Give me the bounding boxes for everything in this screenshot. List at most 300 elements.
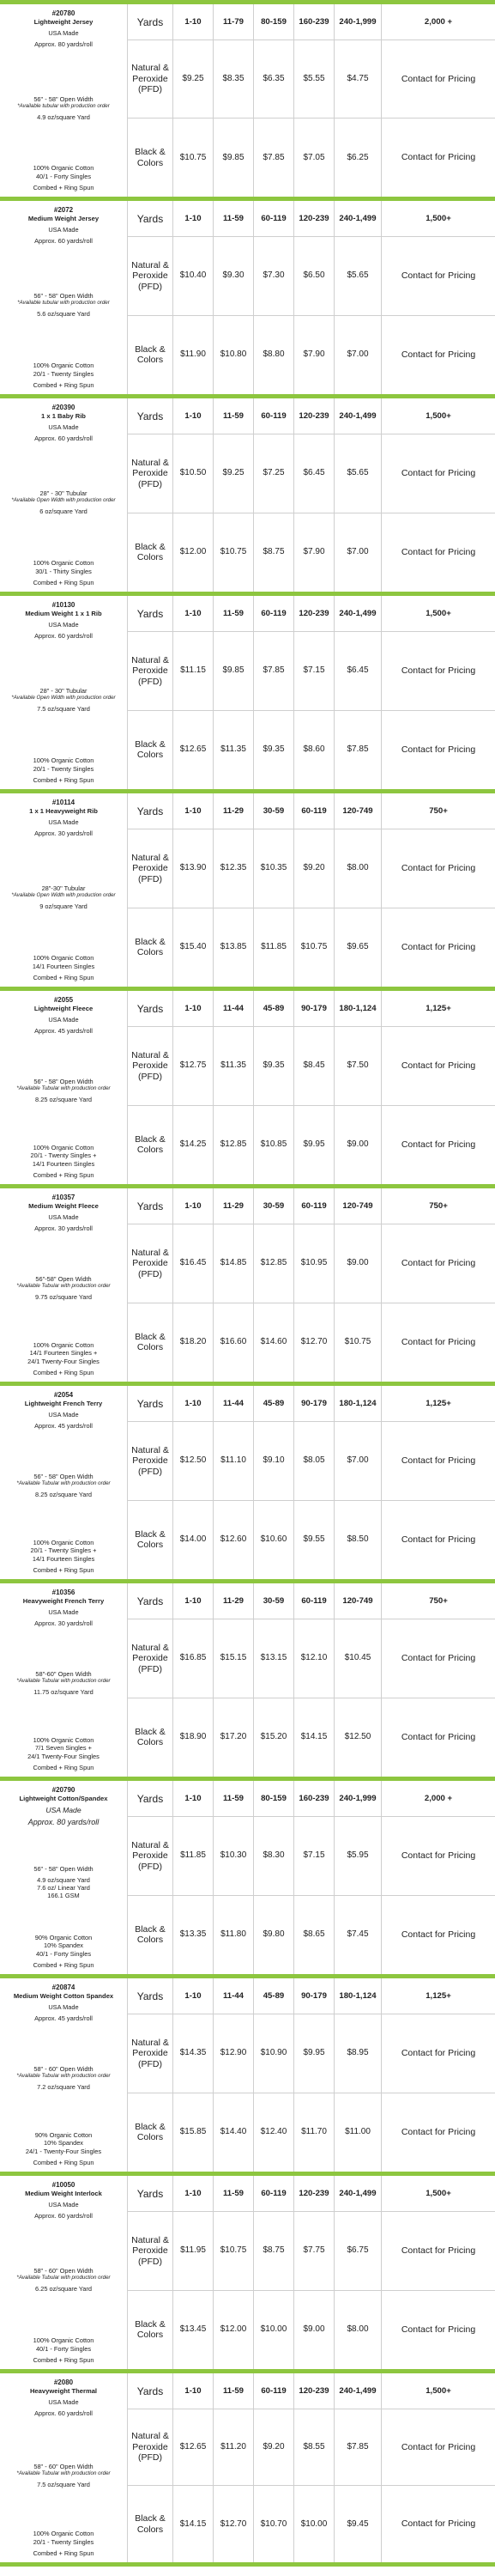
product-specs — [16, 2065, 110, 2091]
price-cell: $7.00 — [335, 513, 382, 592]
yards-header: Yards — [128, 1781, 173, 1817]
origin-label: USA Made — [48, 1016, 79, 1024]
product-composition — [31, 1539, 97, 1575]
roll-yardage: Approx. 60 yards/roll — [34, 434, 93, 442]
quantity-tier-header: 2,000 + — [382, 1781, 495, 1817]
yarn-process: Combed + Ring Spun — [33, 974, 94, 981]
quantity-tier-header: 120-749 — [335, 793, 382, 829]
product-header — [29, 799, 98, 841]
fabric-weight: 4.9 oz/square Yard — [37, 112, 90, 121]
yards-header: Yards — [128, 991, 173, 1027]
product-info — [0, 398, 128, 592]
price-cell: $5.95 — [335, 1817, 382, 1896]
yards-header: Yards — [128, 596, 173, 632]
color-option-label: Natural & Peroxide (PFD) — [128, 2014, 173, 2093]
product-specs — [17, 292, 110, 318]
product-block — [0, 2369, 495, 2567]
product-block — [0, 2172, 495, 2369]
quantity-tier-header: 30-59 — [254, 1583, 294, 1619]
fabric-width: 58" - 60" Open Width — [33, 2462, 94, 2470]
price-cell: $10.00 — [254, 2291, 294, 2370]
price-cell: $10.30 — [214, 1817, 254, 1896]
color-option-label: Black & Colors — [128, 908, 173, 987]
fabric-weight: 4.9 oz/square Yard — [37, 1875, 90, 1884]
quantity-tier-header: 90-179 — [294, 1978, 335, 2014]
fiber-content: 100% Organic Cotton 20/1 - Twenty Singles + 14/1 Fourteen Singles — [30, 1538, 97, 1563]
quantity-tier-header: 160-239 — [294, 1781, 335, 1817]
price-cell: $9.35 — [254, 711, 294, 790]
product-name: Lightweight Cotton/Spandex — [19, 1795, 108, 1802]
quantity-tier-header: 11-59 — [214, 398, 254, 434]
price-cell: $9.35 — [254, 1027, 294, 1106]
product-code: #2054 — [53, 1391, 74, 1399]
price-cell: $9.55 — [294, 1501, 335, 1580]
color-option-label: Natural & Peroxide (PFD) — [128, 237, 173, 316]
roll-yardage: Approx. 30 yards/roll — [34, 829, 93, 837]
origin-label: USA Made — [48, 2003, 79, 2011]
price-cell: $10.80 — [214, 316, 254, 395]
fabric-weight: 11.75 oz/square Yard — [33, 1688, 94, 1697]
price-cell: $8.35 — [214, 40, 254, 118]
availability-note: *Available Tubular with production order — [16, 1678, 111, 1685]
price-cell: $7.30 — [254, 237, 294, 316]
contact-for-pricing: Contact for Pricing — [401, 1337, 476, 1347]
price-cell: $12.10 — [294, 1619, 335, 1698]
yarn-process: Combed + Ring Spun — [33, 1961, 94, 1969]
availability-note: *Available Tubular with production order — [16, 1283, 111, 1290]
contact-for-pricing: Contact for Pricing — [401, 2127, 476, 2137]
price-cell: $5.55 — [294, 40, 335, 118]
product-info — [0, 596, 128, 789]
price-cell: $12.65 — [173, 2409, 214, 2486]
product-header — [25, 601, 101, 643]
price-cell: $11.95 — [173, 2212, 214, 2291]
color-option-label: Black & Colors — [128, 2093, 173, 2172]
pricing-table — [128, 1583, 495, 1777]
fabric-width: 58"-60" Open Width — [35, 1670, 92, 1679]
yards-header: Yards — [128, 2176, 173, 2212]
price-cell: $8.65 — [294, 1896, 335, 1975]
product-name: Lightweight Fleece — [33, 1005, 94, 1012]
quantity-tier-header: 60-119 — [294, 1188, 335, 1224]
product-specs — [16, 1275, 110, 1301]
price-cell: $8.45 — [294, 1027, 335, 1106]
quantity-tier-header: 1,125+ — [382, 991, 495, 1027]
fabric-width: 56" - 58" Open Width — [33, 1864, 94, 1873]
fabric-width: 56"-58" Open Width — [35, 1275, 92, 1284]
yarn-process: Combed + Ring Spun — [33, 2356, 94, 2364]
price-cell: $7.25 — [254, 434, 294, 513]
product-specs — [11, 884, 115, 910]
quantity-tier-header: 1,500+ — [382, 596, 495, 632]
product-name: Medium Weight Jersey — [27, 215, 100, 222]
color-option-label: Natural & Peroxide (PFD) — [128, 829, 173, 908]
price-cell: $17.20 — [214, 1698, 254, 1777]
price-cell: $13.85 — [214, 908, 254, 987]
price-cell: $7.15 — [294, 632, 335, 711]
price-cell: $12.60 — [214, 1501, 254, 1580]
price-cell: $14.15 — [294, 1698, 335, 1777]
quantity-tier-header: 160-239 — [294, 4, 335, 40]
product-info — [0, 1386, 128, 1579]
roll-yardage: Approx. 80 yards/roll — [34, 40, 93, 48]
quantity-tier-header: 1,500+ — [382, 2176, 495, 2212]
product-header — [34, 9, 94, 52]
color-option-label: Natural & Peroxide (PFD) — [128, 40, 173, 118]
color-option-label: Natural & Peroxide (PFD) — [128, 632, 173, 711]
yards-header: Yards — [128, 398, 173, 434]
contact-for-pricing: Contact for Pricing — [382, 237, 495, 316]
price-cell: $6.45 — [335, 632, 382, 711]
price-cell: $10.75 — [294, 908, 335, 987]
pricing-table — [128, 1781, 495, 1974]
product-code: #20874 — [51, 1984, 75, 1991]
product-info — [0, 201, 128, 394]
quantity-tier-header: 1-10 — [173, 1781, 214, 1817]
price-cell: $13.15 — [254, 1619, 294, 1698]
price-cell: $8.50 — [335, 1501, 382, 1580]
price-cell: $10.75 — [214, 2212, 254, 2291]
quantity-tier-header: 80-159 — [254, 1781, 294, 1817]
quantity-tier-header: 60-119 — [254, 201, 294, 237]
price-cell: $12.40 — [254, 2093, 294, 2172]
color-option-label: Black & Colors — [128, 1303, 173, 1382]
color-option-label: Black & Colors — [128, 513, 173, 592]
price-cell: $10.35 — [254, 829, 294, 908]
product-composition — [33, 164, 94, 191]
fabric-width: 58" - 60" Open Width — [33, 2065, 94, 2074]
quantity-tier-header: 1-10 — [173, 596, 214, 632]
pricing-table — [128, 1188, 495, 1382]
quantity-tier-header: 180-1,124 — [335, 1978, 382, 2014]
quantity-tier-header: 180-1,124 — [335, 991, 382, 1027]
quantity-tier-header: 750+ — [382, 1188, 495, 1224]
product-block — [0, 0, 495, 197]
contact-for-pricing: Contact for Pricing — [401, 1732, 476, 1742]
price-cell: $4.75 — [335, 40, 382, 118]
contact-for-pricing: Contact for Pricing — [382, 1619, 495, 1698]
contact-for-pricing: Contact for Pricing — [401, 744, 476, 755]
color-option-label: Natural & Peroxide (PFD) — [128, 1027, 173, 1106]
product-code: #2072 — [53, 206, 74, 214]
price-cell: $18.20 — [173, 1303, 214, 1382]
price-cell: $9.20 — [254, 2409, 294, 2486]
price-cell: $9.80 — [254, 1896, 294, 1975]
availability-note: *Available Open Width with production order — [11, 892, 116, 898]
contact-for-pricing: Contact for Pricing — [382, 434, 495, 513]
quantity-tier-header: 1-10 — [173, 1978, 214, 2014]
fiber-content: 100% Organic Cotton 30/1 - Thirty Singles — [33, 559, 94, 575]
price-cell: $7.85 — [335, 711, 382, 790]
yards-header: Yards — [128, 201, 173, 237]
fiber-content: 100% Organic Cotton 20/1 - Twenty Singles — [33, 2530, 94, 2546]
contact-for-pricing: Contact for Pricing — [382, 40, 495, 118]
price-cell: $12.70 — [214, 2486, 254, 2562]
pricing-table — [128, 2373, 495, 2562]
contact-for-pricing: Contact for Pricing — [382, 829, 495, 908]
yards-header: Yards — [128, 793, 173, 829]
quantity-tier-header: 120-239 — [294, 2373, 335, 2409]
fabric-weight: 6.25 oz/square Yard — [35, 2285, 92, 2293]
yards-header: Yards — [128, 1583, 173, 1619]
product-block — [0, 1579, 495, 1777]
price-cell: $9.25 — [173, 40, 214, 118]
product-block — [0, 1382, 495, 1579]
product-code: #10356 — [51, 1589, 75, 1596]
product-block — [0, 592, 495, 789]
fabric-width: 56" - 58" Open Width — [33, 94, 94, 103]
product-code: #20780 — [51, 9, 75, 17]
price-cell: $11.10 — [214, 1422, 254, 1501]
color-option-label: Black & Colors — [128, 1698, 173, 1777]
yards-header: Yards — [128, 4, 173, 40]
product-specs — [16, 2267, 110, 2293]
price-cell: $12.50 — [335, 1698, 382, 1777]
price-cell: $14.40 — [214, 2093, 254, 2172]
quantity-tier-header: 120-239 — [294, 201, 335, 237]
quantity-tier-header: 1,500+ — [382, 201, 495, 237]
contact-for-pricing: Contact for Pricing — [401, 547, 476, 557]
price-cell: $18.90 — [173, 1698, 214, 1777]
price-cell: $8.00 — [335, 829, 382, 908]
roll-yardage: Approx. 80 yards/roll — [27, 1818, 100, 1826]
price-cell: $10.90 — [254, 2014, 294, 2093]
yarn-process: Combed + Ring Spun — [33, 776, 94, 784]
origin-label: USA Made — [48, 2398, 79, 2406]
quantity-tier-header: 1-10 — [173, 2176, 214, 2212]
contact-for-pricing: Contact for Pricing — [401, 942, 476, 952]
price-cell: $11.85 — [254, 908, 294, 987]
price-cell: $11.85 — [173, 1817, 214, 1896]
product-info — [0, 2373, 128, 2562]
product-composition — [33, 756, 94, 784]
product-header — [28, 1194, 99, 1236]
quantity-tier-header: 11-29 — [214, 1188, 254, 1224]
price-cell: $8.60 — [294, 711, 335, 790]
price-cell: $9.85 — [214, 118, 254, 197]
quantity-tier-header: 11-44 — [214, 1386, 254, 1422]
quantity-tier-header: 120-749 — [335, 1188, 382, 1224]
product-block — [0, 789, 495, 987]
product-composition — [26, 2131, 101, 2167]
price-cell: $9.45 — [335, 2486, 382, 2562]
availability-note: *Available Tubular with production order — [16, 2073, 111, 2080]
pricing-table — [128, 1386, 495, 1579]
fabric-width: 28" - 30" Tubular — [39, 489, 88, 497]
price-cell: $7.85 — [335, 2409, 382, 2486]
price-cell: $16.85 — [173, 1619, 214, 1698]
quantity-tier-header: 1-10 — [173, 201, 214, 237]
color-option-label: Natural & Peroxide (PFD) — [128, 2409, 173, 2486]
product-composition — [33, 559, 94, 586]
contact-for-pricing: Contact for Pricing — [382, 632, 495, 711]
quantity-tier-header: 1-10 — [173, 1188, 214, 1224]
quantity-tier-header: 11-59 — [214, 201, 254, 237]
contact-for-pricing: Contact for Pricing — [401, 349, 476, 360]
quantity-tier-header: 45-89 — [254, 1386, 294, 1422]
quantity-tier-header: 120-239 — [294, 398, 335, 434]
price-cell: $7.50 — [335, 1027, 382, 1106]
price-cell: $12.85 — [214, 1106, 254, 1185]
fiber-content: 90% Organic Cotton 10% Spandex 40/1 - Forty Singles — [34, 1933, 93, 1958]
fabric-width: 58" - 60" Open Width — [33, 2267, 94, 2275]
pricing-table — [128, 991, 495, 1184]
price-cell: $11.35 — [214, 1027, 254, 1106]
quantity-tier-header: 1-10 — [173, 1386, 214, 1422]
price-cell: $7.15 — [294, 1817, 335, 1896]
product-code: #10114 — [51, 799, 75, 806]
product-code: #2055 — [53, 996, 74, 1004]
product-info — [0, 2176, 128, 2369]
product-block — [0, 1184, 495, 1382]
price-cell: $10.60 — [254, 1501, 294, 1580]
fiber-content: 90% Organic Cotton 10% Spandex 24/1 - Twenty-Four Singles — [25, 2130, 102, 2155]
quantity-tier-header: 1-10 — [173, 2373, 214, 2409]
product-info — [0, 1781, 128, 1974]
product-specs — [16, 1670, 110, 1696]
fabric-weight: 7.5 oz/square Yard — [37, 705, 90, 713]
price-cell: $11.15 — [173, 632, 214, 711]
contact-for-pricing: Contact for Pricing — [401, 1534, 476, 1545]
price-cell: $10.45 — [335, 1619, 382, 1698]
product-info — [0, 991, 128, 1184]
price-cell: $9.85 — [214, 632, 254, 711]
price-cell: $10.75 — [173, 118, 214, 197]
quantity-tier-header: 11-59 — [214, 2373, 254, 2409]
origin-label: USA Made — [48, 2201, 79, 2208]
pricing-table — [128, 596, 495, 789]
quantity-tier-header: 1,500+ — [382, 398, 495, 434]
product-header — [20, 1786, 108, 1831]
product-code: #20790 — [51, 1786, 75, 1794]
price-cell: $13.45 — [173, 2291, 214, 2370]
price-cell: $14.35 — [173, 2014, 214, 2093]
quantity-tier-header: 60-119 — [294, 1583, 335, 1619]
price-cell: $11.80 — [214, 1896, 254, 1975]
product-code: #10050 — [51, 2181, 75, 2189]
product-info — [0, 1978, 128, 2172]
color-option-label: Black & Colors — [128, 2291, 173, 2370]
quantity-tier-header: 45-89 — [254, 1978, 294, 2014]
availability-note: *Available Tubular with production order — [16, 1480, 111, 1487]
product-header — [25, 1391, 103, 1433]
price-cell: $7.45 — [335, 1896, 382, 1975]
fabric-width: 56" - 58" Open Width — [33, 1078, 94, 1086]
quantity-tier-header: 1-10 — [173, 1583, 214, 1619]
price-cell: $8.95 — [335, 2014, 382, 2093]
price-cell: $12.50 — [173, 1422, 214, 1501]
price-cell: $10.00 — [294, 2486, 335, 2562]
price-cell: $7.00 — [335, 316, 382, 395]
price-cell: $8.55 — [294, 2409, 335, 2486]
price-cell: $12.85 — [254, 1224, 294, 1303]
fabric-width: 28" - 30" Tubular — [39, 687, 88, 695]
color-option-label: Natural & Peroxide (PFD) — [128, 2212, 173, 2291]
price-cell: $11.35 — [214, 711, 254, 790]
fiber-content: 100% Organic Cotton 14/1 Fourteen Singles + 24/1 Twenty-Four Singles — [27, 1340, 100, 1365]
yarn-process: Combed + Ring Spun — [33, 1764, 94, 1771]
contact-for-pricing: Contact for Pricing — [401, 2518, 476, 2530]
availability-note: *Available tubular with production order — [17, 102, 110, 109]
price-cell: $11.20 — [214, 2409, 254, 2486]
quantity-tier-header: 240-1,499 — [335, 2176, 382, 2212]
price-cell: $10.75 — [335, 1303, 382, 1382]
contact-for-pricing: Contact for Pricing — [401, 152, 476, 163]
price-cell: $11.90 — [173, 316, 214, 395]
quantity-tier-header: 1,125+ — [382, 1386, 495, 1422]
yarn-process: Combed + Ring Spun — [33, 2549, 94, 2557]
price-cell: $7.90 — [294, 513, 335, 592]
price-cell: $6.35 — [254, 40, 294, 118]
quantity-tier-header: 90-179 — [294, 991, 335, 1027]
product-info — [0, 4, 128, 197]
quantity-tier-header: 1,500+ — [382, 2373, 495, 2409]
roll-yardage: Approx. 60 yards/roll — [34, 2212, 93, 2220]
price-cell: $6.45 — [294, 434, 335, 513]
quantity-tier-header: 240-1,499 — [335, 596, 382, 632]
color-option-label: Black & Colors — [128, 1896, 173, 1975]
quantity-tier-header: 11-29 — [214, 1583, 254, 1619]
price-cell: $10.75 — [214, 513, 254, 592]
quantity-tier-header: 1,125+ — [382, 1978, 495, 2014]
yarn-process: Combed + Ring Spun — [33, 1369, 94, 1376]
product-block — [0, 197, 495, 394]
price-cell: $16.60 — [214, 1303, 254, 1382]
price-cell: $9.95 — [294, 2014, 335, 2093]
yarn-process: Combed + Ring Spun — [33, 2159, 94, 2166]
contact-for-pricing: Contact for Pricing — [382, 1224, 495, 1303]
price-cell: $14.25 — [173, 1106, 214, 1185]
price-cell: $13.90 — [173, 829, 214, 908]
contact-for-pricing: Contact for Pricing — [382, 2409, 495, 2486]
yarn-process: Combed + Ring Spun — [33, 1171, 94, 1179]
product-composition — [33, 2336, 94, 2364]
fabric-weight: 5.6 oz/square Yard — [37, 310, 90, 318]
roll-yardage: Approx. 30 yards/roll — [34, 1224, 93, 1232]
quantity-tier-header: 80-159 — [254, 4, 294, 40]
quantity-tier-header: 11-44 — [214, 1978, 254, 2014]
product-header — [25, 2181, 102, 2223]
price-cell: $15.85 — [173, 2093, 214, 2172]
price-cell: $7.85 — [254, 118, 294, 197]
price-cell: $15.15 — [214, 1619, 254, 1698]
price-cell: $7.05 — [294, 118, 335, 197]
yards-header: Yards — [128, 1386, 173, 1422]
price-cell: $12.65 — [173, 711, 214, 790]
color-option-label: Black & Colors — [128, 1501, 173, 1580]
fiber-content: 100% Organic Cotton 20/1 - Twenty Singles — [33, 361, 94, 378]
availability-note: *Available Tubular with production order — [16, 2470, 111, 2476]
price-cell: $13.35 — [173, 1896, 214, 1975]
quantity-tier-header: 11-59 — [214, 1781, 254, 1817]
product-header — [34, 996, 93, 1038]
price-cell: $9.00 — [335, 1224, 382, 1303]
price-cell: $12.00 — [173, 513, 214, 592]
quantity-tier-header: 90-179 — [294, 1386, 335, 1422]
roll-yardage: Approx. 45 yards/roll — [34, 1027, 93, 1035]
roll-yardage: Approx. 60 yards/roll — [34, 2409, 93, 2417]
price-cell: $10.70 — [254, 2486, 294, 2562]
fabric-weight-extra: 7.6 oz/ Linear Yard — [37, 1883, 90, 1892]
product-specs — [11, 687, 115, 713]
price-cell: $12.75 — [173, 1027, 214, 1106]
origin-label: USA Made — [48, 1411, 79, 1419]
origin-label: USA Made — [48, 29, 79, 37]
quantity-tier-header: 60-119 — [254, 2373, 294, 2409]
product-composition — [33, 361, 94, 389]
price-cell: $6.50 — [294, 237, 335, 316]
origin-label: USA Made — [48, 818, 79, 826]
